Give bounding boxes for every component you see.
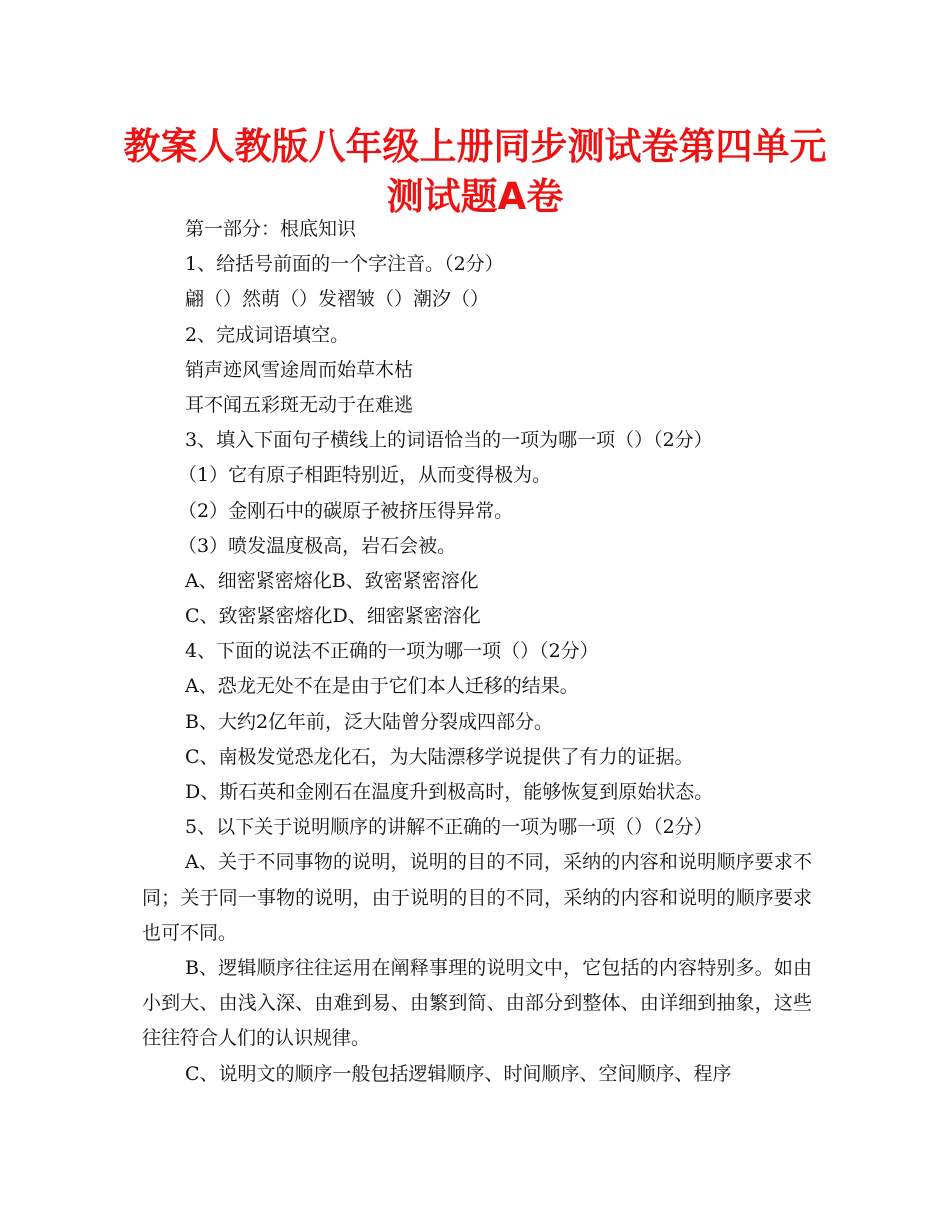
question-2: 2、完成词语填空。 xyxy=(185,323,350,346)
question-5-option-a: A、关于不同事物的说明，说明的目的不同，采纳的内容和说明顺序要求不同；关于同一事物的说明，由于说明的目的不同，采纳的内容和说明的顺序要求也可不同。 xyxy=(142,851,812,944)
document-title: 教案人教版八年级上册同步测试卷第四单元测试题A卷 xyxy=(123,125,827,218)
question-3-options-ab: A、细密紧密熔化B、致密紧密溶化 xyxy=(185,569,479,592)
question-4: 4、下面的说法不正确的一项为哪一项（）（2分） xyxy=(185,640,599,663)
question-1-items: 翩（）然萌（）发褶皱（）潮汐（） xyxy=(185,288,490,311)
question-3-sentence-1: （1）它有原子相距特别近，从而变得极为。 xyxy=(178,464,552,487)
question-1: 1、给括号前面的一个字注音。（2分） xyxy=(185,253,504,276)
section-heading: 第一部分：根底知识 xyxy=(185,218,357,240)
question-3-sentence-2: （2）金刚石中的碳原子被挤压得异常。 xyxy=(178,499,514,522)
question-5-option-b: B、逻辑顺序往往运用在阐释事理的说明文中，它包括的内容特别多。如由小到大、由浅入深、由难到易、由繁到简、由部分到整体、由详细到抽象，这些往往符合人们的认识规律。 xyxy=(142,956,812,1050)
question-4-option-b: B、大约2亿年前，泛大陆曾分裂成四部分。 xyxy=(185,710,554,733)
question-5-option-c: C、说明文的顺序一般包括逻辑顺序、时间顺序、空间顺序、程序 xyxy=(184,1062,732,1085)
question-4-option-c: C、南极发觉恐龙化石，为大陆漂移学说提供了有力的证据。 xyxy=(185,745,694,768)
document-body xyxy=(142,212,812,1092)
question-2-row-2: 耳不闻五彩斑无动于在难逃 xyxy=(185,393,414,416)
question-4-option-d: D、斯石英和金刚石在温度升到极高时，能够恢复到原始状态。 xyxy=(185,781,714,803)
question-4-option-a: A、恐龙无处不在是由于它们本人迁移的结果。 xyxy=(185,675,579,698)
question-3-sentence-3: （3）喷发温度极高，岩石会被。 xyxy=(178,534,457,557)
question-3-options-cd: C、致密紧密熔化D、细密紧密溶化 xyxy=(185,605,481,628)
question-2-row-1: 销声迹风雪途周而始草木枯 xyxy=(185,358,414,381)
question-5: 5、以下关于说明顺序的讲解不正确的一项为哪一项（）（2分） xyxy=(185,816,713,839)
question-3: 3、填入下面句子横线上的词语恰当的一项为哪一项（）（2分） xyxy=(185,429,713,452)
